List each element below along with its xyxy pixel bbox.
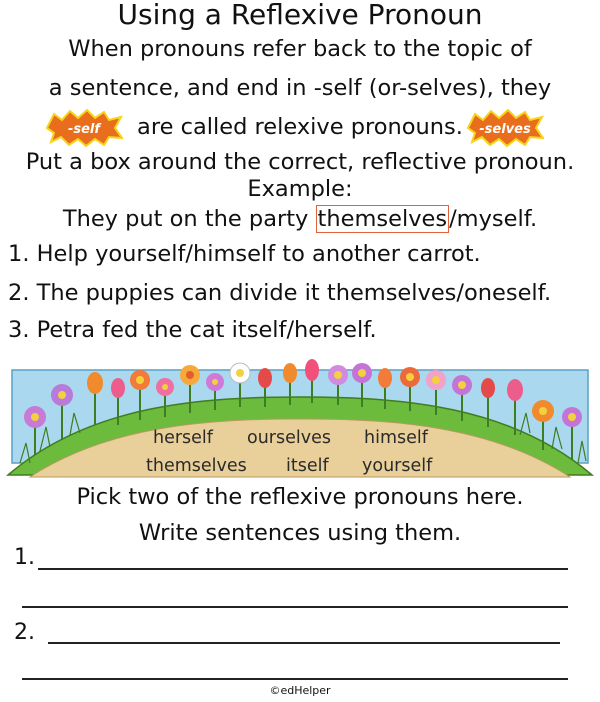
example-boxed-answer: themselves: [317, 206, 448, 232]
pick-prompt-line-1: Pick two of the reflexive pronouns here.: [76, 484, 524, 510]
intro-line-3: are called relexive pronouns.: [137, 114, 463, 140]
answer-line-2b[interactable]: [22, 678, 568, 680]
word-bank-himself: himself: [364, 428, 428, 448]
answer-line-2a[interactable]: [48, 642, 560, 644]
answer-line-1b[interactable]: [22, 606, 568, 608]
example-suffix: /myself.: [449, 206, 538, 232]
self-badge-text: -self: [67, 122, 101, 137]
word-bank-herself: herself: [153, 428, 213, 448]
question-1[interactable]: 1. Help yourself/himself to another carrot.: [8, 241, 481, 267]
example-label: Example:: [247, 176, 353, 202]
self-badge-icon: [45, 109, 123, 147]
example-prefix: They put on the party: [62, 206, 316, 232]
selves-badge-icon: [466, 109, 544, 147]
word-bank-itself: itself: [286, 456, 329, 476]
page-title: Using a Reflexive Pronoun: [117, 0, 483, 31]
answer-number-2: 2.: [14, 620, 35, 645]
intro-line-1: When pronouns refer back to the topic of: [68, 36, 532, 62]
intro-line-2: a sentence, and end in -self (or-selves), they: [48, 75, 552, 101]
word-bank-ourselves: ourselves: [247, 428, 331, 448]
question-2[interactable]: 2. The puppies can divide it themselves/oneself.: [8, 280, 552, 306]
answer-number-1: 1.: [14, 545, 35, 570]
copyright-footer: ©edHelper: [269, 684, 331, 697]
answer-line-1a[interactable]: [38, 568, 568, 570]
example-sentence: [0, 206, 600, 232]
selves-badge-text: -selves: [479, 122, 531, 137]
question-3[interactable]: 3. Petra fed the cat itself/herself.: [8, 317, 377, 343]
pick-prompt-line-2: Write sentences using them.: [138, 520, 462, 546]
word-bank-themselves: themselves: [146, 456, 247, 476]
instruction-text: Put a box around the correct, reflective pronoun.: [25, 149, 575, 175]
word-bank-yourself: yourself: [362, 456, 433, 476]
